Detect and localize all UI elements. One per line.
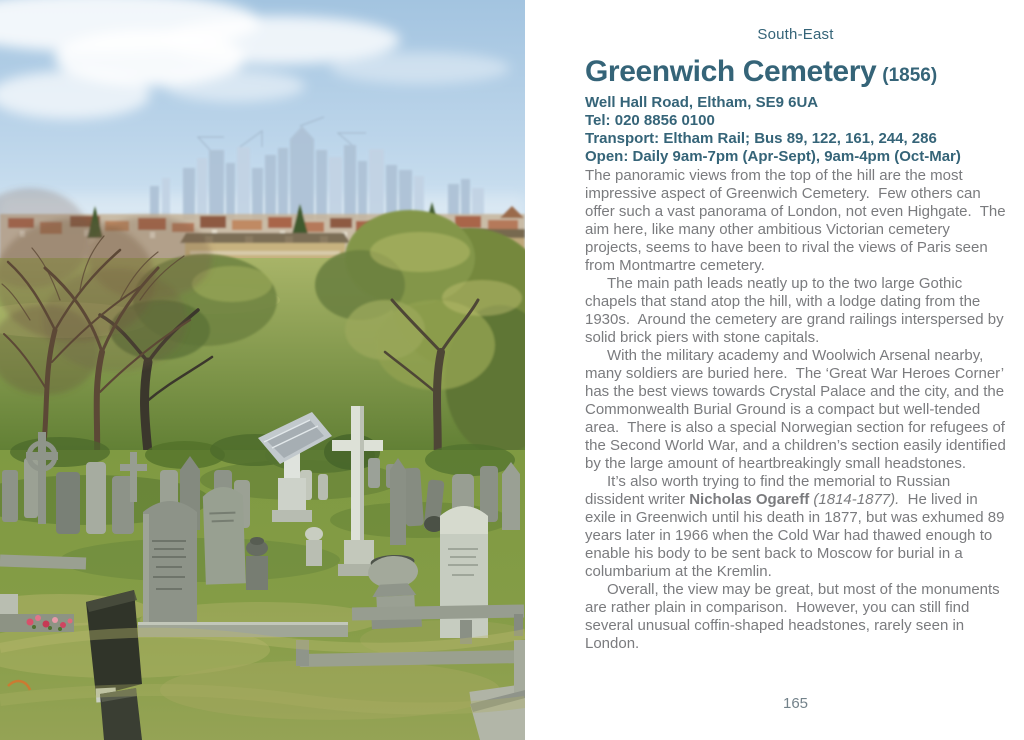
entry-title xyxy=(585,56,1006,91)
body-segment: The panoramic views from the top of the hill are the most impressive aspect of Greenwich Cemetery. Few others can offer such a vast panorama of London, not even Highgate. The aim here, like many other ambitious Victorian cemetery projects, seems to have been to rival the views of Paris seen from Montmartre cemetery. xyxy=(585,167,1010,274)
body-paragraph xyxy=(585,275,1006,347)
body-segment: He lived in exile in Greenwich until his death in 1877, but was exhumed 89 years later in 1966 when the Cold War had thawed enough to enable his body to be sent back to Moscow for burial in a columbarium at the Kremlin. xyxy=(585,491,1009,580)
entry-phone: Tel: 020 8856 0100 xyxy=(585,112,715,129)
entry-text-column xyxy=(585,0,1010,653)
page-number: 165 xyxy=(782,695,809,712)
body-segment: With the military academy and Woolwich Arsenal nearby, many soldiers are buried here. The ‘Great War Heroes Corner’ has the best views towards Crystal Palace and the city, and the Commonwealth Burial Ground is a compact but well-tended area. There is also a special Norwegian section for refugees of the Second World War, and a children’s section easily identified by the large amount of heartbreakingly small headstones. xyxy=(585,347,1010,472)
body-paragraph xyxy=(585,347,1010,473)
section-label: South-East xyxy=(757,26,834,43)
body-paragraph xyxy=(585,167,1010,275)
entry-transport: Transport: Eltham Rail; Bus 89, 122, 161, 244, 286 xyxy=(585,130,937,147)
body-segment: Overall, the view may be great, but most of the monuments are rather plain in comparison. However, you can still find several unusual coffin-shaped headstones, rarely seen in London. xyxy=(585,581,1004,652)
entry-title-text: Greenwich Cemetery xyxy=(585,55,877,88)
entry-address: Well Hall Road, Eltham, SE9 6UA xyxy=(585,94,819,111)
entry-open-hours: Open: Daily 9am-7pm (Apr-Sept), 9am-4pm (Oct-Mar) xyxy=(585,148,961,165)
entry-year: (1856) xyxy=(882,65,938,86)
body-segment: Nicholas Ogareff xyxy=(689,491,810,508)
body-segment: The main path leads neatly up to the two large Gothic chapels that stand atop the hill, with a lodge dating from the 1930s. Around the cemetery are grand railings interspersed by solid brick piers with stone capitals. xyxy=(585,275,1008,346)
body-segment: It’s also worth trying to find the memorial to Russian dissident writer xyxy=(585,473,955,508)
body-segment: (1814-1877). xyxy=(813,491,900,508)
entry-paragraphs xyxy=(585,167,1010,653)
body-paragraph xyxy=(585,581,1006,653)
body-paragraph xyxy=(585,473,1009,581)
entry-info-block xyxy=(585,94,1006,166)
